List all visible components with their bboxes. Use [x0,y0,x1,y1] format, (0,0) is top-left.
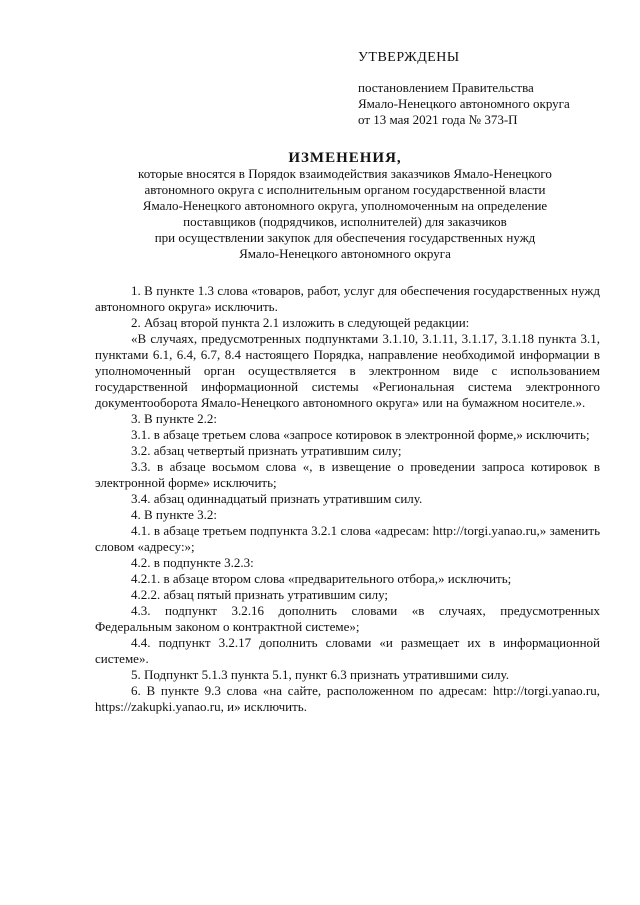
document-subtitle-line: автономного округа с исполнительным органом государственной власти [144,182,546,197]
paragraph: 4.2.2. абзац пятый признать утратившим силу; [131,587,389,602]
document-heading [95,150,595,262]
paragraph: 6. В пункте 9.3 слова «на сайте, расположенном по адресам: http://torgi.yanao.ru, https://zakupki.yanao.ru, и» исключить. [95,683,600,714]
paragraph: 4.4. подпункт 3.2.17 дополнить словами «и размещает их в информационной системе». [95,635,600,666]
paragraph: 4.3. подпункт 3.2.16 дополнить словами «в случаях, предусмотренных Федеральным законом о контрактной системе»; [95,603,600,634]
document-body [95,283,600,715]
approval-stamp: УТВЕРЖДЕНЫ [358,50,460,65]
paragraph: 3.3. в абзаце восьмом слова «, в извещение о проведении запроса котировок в электронной форме» исключить; [95,459,600,490]
paragraph: 4.1. в абзаце третьем подпункта 3.2.1 слова «адресам: http://torgi.yanao.ru,» заменить словом «адресу:»; [95,523,600,554]
approval-line: Ямало-Ненецкого автономного округа [358,96,570,111]
paragraph: 2. Абзац второй пункта 2.1 изложить в следующей редакции: [131,315,470,330]
document-title: ИЗМЕНЕНИЯ, [288,150,402,166]
paragraph: «В случаях, предусмотренных подпунктами 3.1.10, 3.1.11, 3.1.17, 3.1.18 пункта 3.1, пунктами 6.1, 6.4, 6.7, 8.4 настоящего Порядка, направление необходимой информации в уполномоченный орган осуществляется в электронном виде с использованием государственной информационной системы «Региональная система электронного документооборота Ямало-Ненецкого автономного округа» или на бумажном носителе.». [95,331,600,410]
paragraph: 4.2. в подпункте 3.2.3: [131,555,254,570]
approval-line: постановлением Правительства [358,80,534,95]
document-subtitle-line: Ямало-Ненецкого автономного округа [239,246,451,261]
paragraph: 4. В пункте 3.2: [131,507,218,522]
paragraph: 4.2.1. в абзаце втором слова «предварительного отбора,» исключить; [131,571,512,586]
document-subtitle-line: Ямало-Ненецкого автономного округа, уполномоченным на определение [142,198,548,213]
document-subtitle-line: которые вносятся в Порядок взаимодействия заказчиков Ямало-Ненецкого [138,166,552,181]
approval-line: от 13 мая 2021 года № 373-П [358,112,518,127]
document-subtitle-line: поставщиков (подрядчиков, исполнителей) для заказчиков [183,214,507,229]
paragraph: 3.4. абзац одиннадцатый признать утратившим силу. [131,491,423,506]
paragraph: 1. В пункте 1.3 слова «товаров, работ, услуг для обеспечения государственных нужд автономного округа» исключить. [95,283,600,314]
paragraph: 3. В пункте 2.2: [131,411,218,426]
document-subtitle-line: при осуществлении закупок для обеспечения государственных нужд [154,230,536,245]
paragraph: 5. Подпункт 5.1.3 пункта 5.1, пункт 6.3 признать утратившими силу. [131,667,509,682]
paragraph: 3.2. абзац четвертый признать утратившим силу; [131,443,402,458]
paragraph: 3.1. в абзаце третьем слова «запросе котировок в электронной форме,» исключить; [131,427,590,442]
approval-block [358,50,570,128]
